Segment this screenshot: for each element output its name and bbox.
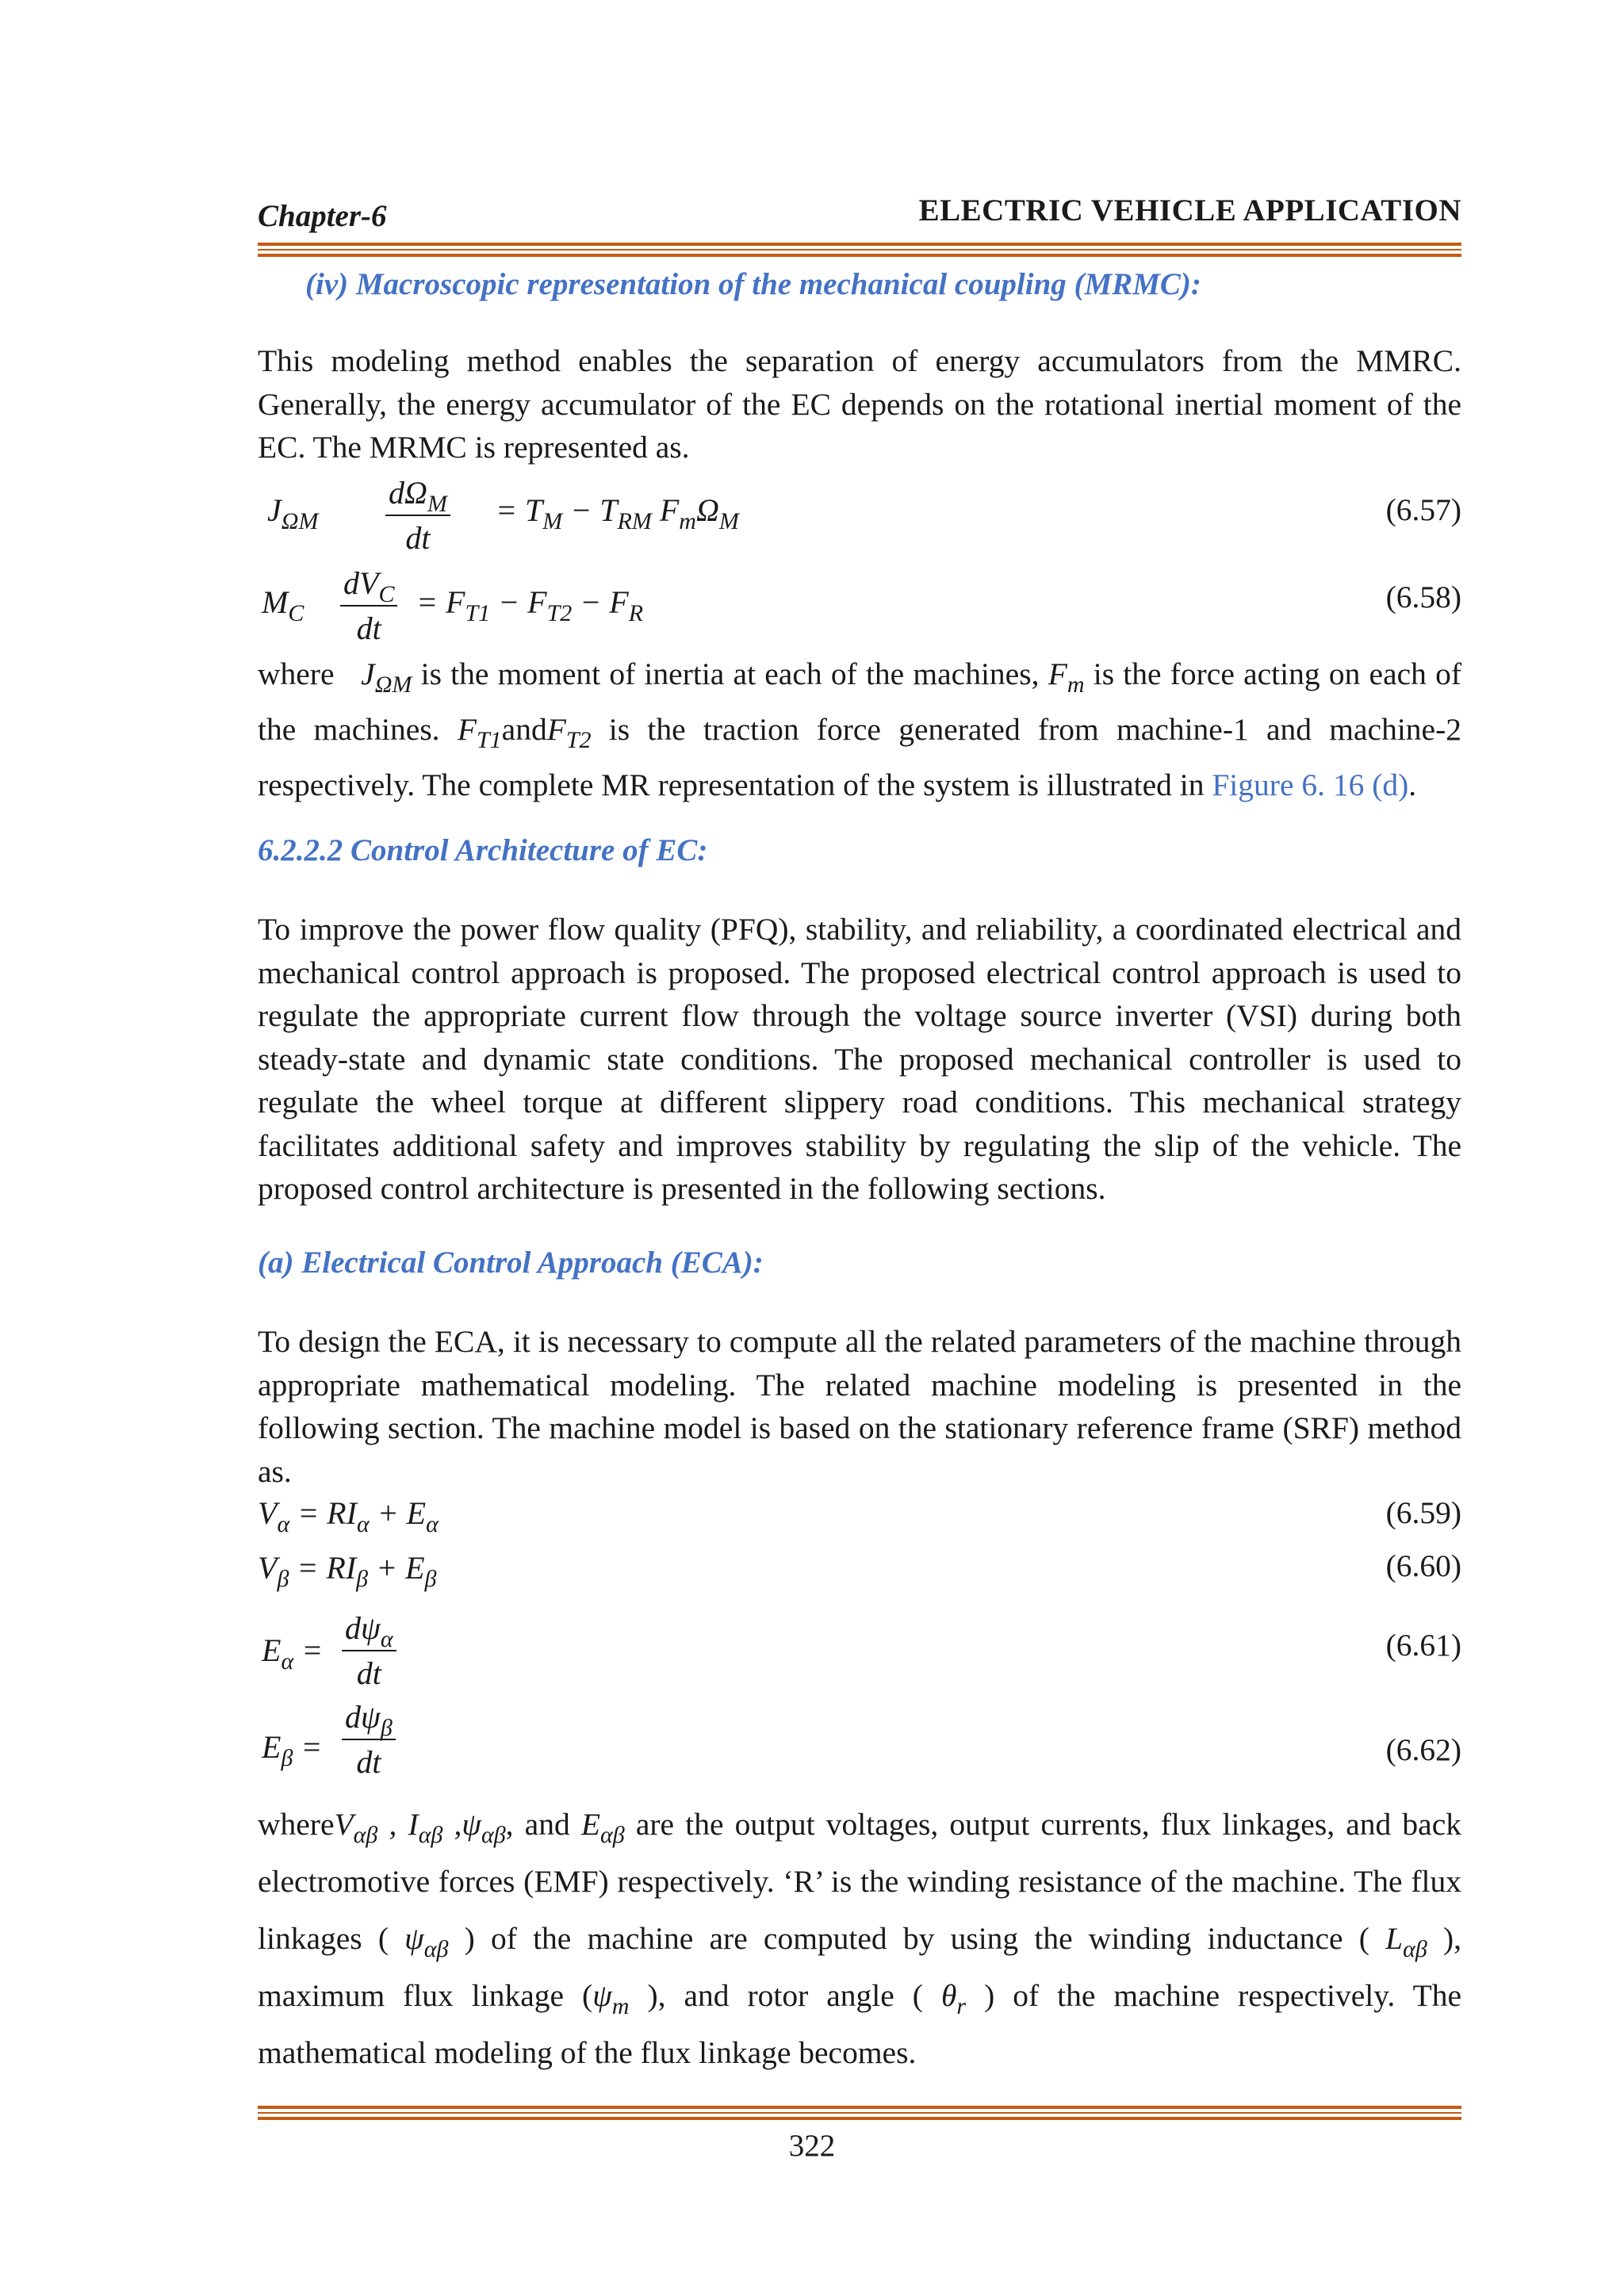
text-where-4: and [501, 712, 547, 747]
equation-6-62: $E_\beta$ = $d\psi_\beta$ dt (6.62) [262, 1699, 1461, 1780]
chapter-label: Chapter-6 [258, 199, 387, 233]
section-heading-6-2-2-2: 6.2.2.2 Control Architecture of EC: [258, 833, 708, 867]
header-rule [258, 243, 1461, 260]
text-where: where [258, 656, 335, 691]
chapter-title: ELECTRIC VEHICLE APPLICATION [918, 193, 1461, 228]
paragraph-where-eca: whereV$_{\alpha\beta}$ , $I_{\alpha\beta}$ $,\psi_{\alpha\beta}$, and $E_{\alpha\beta}$ are the output voltages, output currents, flux linkages, and back electromotive forces (EMF) respectively. ‘R’ is the winding resistance of the machine. The flux linkages ( $\psi_{\alpha\beta}$ ) of the machine are computed by using the winding inductance ( $L_{\alpha\beta}$ ), maximum flux linkage ($\psi_m$ ), and rotor angle ( $\theta_r$ ) of the machine respectively. The mathematical modeling of the flux linkage becomes. [258, 1807, 1462, 2070]
equation-6-60: $V_\beta = RI_\beta + E_\beta$ (6.60) [258, 1548, 1461, 1592]
text-where-2: is the moment of inertia at each of the machines, [420, 656, 1040, 691]
equation-number: (6.58) [1385, 580, 1461, 614]
page-number: 322 [788, 2129, 836, 2163]
equation-number: (6.57) [1385, 492, 1461, 527]
figure-reference-link[interactable]: Figure 6. 16 (d) [1212, 767, 1409, 802]
equation-6-61: $E_\alpha$ = $d\psi_\alpha$ dt (6.61) [262, 1610, 1461, 1691]
equation-number: (6.60) [1385, 1548, 1461, 1583]
equation-6-59: $V_\alpha = RI_\alpha + E_\alpha$ (6.59) [258, 1495, 1461, 1537]
section-heading-eca: (a) Electrical Control Approach (ECA): [258, 1246, 764, 1280]
text-where-5: is the traction force generated from machine-1 and machine-2 respectively. The complete MR representation of the system is illustrated in [258, 712, 1461, 802]
text-where-3: is the force acting on each of the machines. [258, 656, 1462, 747]
section-heading-mrmc: (iv) Macroscopic representation of the mechanical coupling (MRMC): [305, 267, 1201, 301]
footer-rule [258, 2106, 1461, 2123]
paragraph-mrmc: This modeling method enables the separation of energy accumulators from the MMRC. Generally, the energy accumulator of the EC depends on the rotational inertial moment of the EC. The MRMC is represented as. [258, 343, 1461, 465]
paragraph-eca: To design the ECA, it is necessary to compute all the related parameters of the machine through appropriate mathematical modeling. The related machine modeling is presented in the following section. The machine model is based on the stationary reference frame (SRF) method as. [258, 1324, 1461, 1489]
equation-6-57: $J_{\Omega M}$ $d\Omega_M$ dt = $T_M - T_{RM}$ $F_m\Omega_M$ (6.57) [267, 475, 1461, 556]
equation-number: (6.61) [1385, 1628, 1461, 1663]
paragraph-where-mrmc: where $J_{\Omega M}$ is the moment of inertia at each of the machines, $F_m$ is the force acting on each of the machines. $F_{T1}andF_{T2}$ is the traction force generated from machine-1 and machine-2 respectively. The complete MR representation of the system is illustrated in Figure 6. 16 (d). [258, 656, 1462, 802]
equation-number: (6.59) [1385, 1495, 1461, 1530]
equation-number: (6.62) [1385, 1732, 1461, 1767]
paragraph-control-architecture: To improve the power flow quality (PFQ), stability, and reliability, a coordinated electrical and mechanical control approach is proposed. The proposed electrical control approach is used to regulate the appropriate current flow through the voltage source inverter (VSI) during both steady-state and dynamic state conditions. The proposed mechanical controller is used to regulate the wheel torque at different slippery road conditions. This mechanical strategy facilitates additional safety and improves stability by regulating the slip of the vehicle. The proposed control architecture is presented in the following sections. [258, 912, 1461, 1206]
equation-6-58: $M_C$ $dV_C$ dt = $F_{T1} - F_{T2} - F_R$ (6.58) [262, 565, 1461, 646]
